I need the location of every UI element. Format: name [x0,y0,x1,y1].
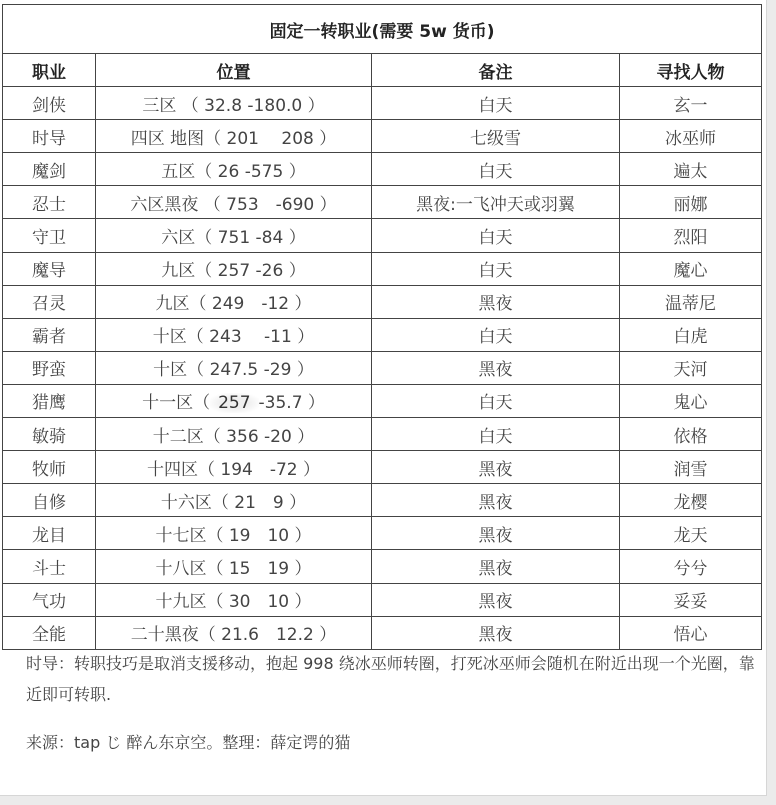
person-cell: 润雪 [620,451,762,484]
note-cell: 黑夜 [372,484,620,517]
location-prefix: 十一区（ [142,393,211,414]
location-cell: 九区（ 257 -26 ） [96,252,372,285]
person-cell: 温蒂尼 [620,285,762,318]
person-cell: 天河 [620,351,762,384]
table-row [3,616,762,649]
job-cell: 斗士 [3,550,96,583]
note-cell: 黑夜 [372,351,620,384]
person-cell: 妥妥 [620,583,762,616]
job-cell: 自修 [3,484,96,517]
location-cell: 三区 （ 32.8 -180.0 ） [96,87,372,120]
location-cell: 四区 地图（ 201 208 ） [96,120,372,153]
note-cell: 白天 [372,318,620,351]
location-cell: 十七区（ 19 10 ） [96,517,372,550]
header-job: 职业 [3,54,96,87]
location-cell: 二十黑夜（ 21.6 12.2 ） [96,616,372,649]
job-cell: 剑侠 [3,87,96,120]
note-cell: 七级雪 [372,120,620,153]
job-cell: 守卫 [3,219,96,252]
person-cell: 遍太 [620,153,762,186]
person-cell: 依格 [620,418,762,451]
note-cell: 白天 [372,418,620,451]
table-row [3,418,762,451]
job-cell: 野蛮 [3,351,96,384]
job-cell: 魔导 [3,252,96,285]
header-location: 位置 [96,54,372,87]
table-row [3,384,762,417]
person-cell: 冰巫师 [620,120,762,153]
location-cell: 十四区（ 194 -72 ） [96,451,372,484]
table-row [3,285,762,318]
note-cell: 白天 [372,252,620,285]
person-cell: 魔心 [620,252,762,285]
location-cell: 十六区（ 21 9 ） [96,484,372,517]
note-cell: 黑夜 [372,285,620,318]
header-note: 备注 [372,54,620,87]
table-row [3,186,762,219]
location-cell: 五区（ 26 -575 ） [96,153,372,186]
note-cell: 黑夜 [372,451,620,484]
location-cell: 十区（ 243 -11 ） [96,318,372,351]
table-row [3,153,762,186]
page-edge [767,0,776,805]
location-cell [96,384,372,417]
note-cell: 白天 [372,219,620,252]
person-cell: 鬼心 [620,384,762,417]
job-cell: 全能 [3,616,96,649]
blurred-coordinate: 257 [210,393,258,413]
person-cell: 玄一 [620,87,762,120]
table-row [3,252,762,285]
note-cell: 黑夜 [372,550,620,583]
person-cell: 白虎 [620,318,762,351]
table-row [3,517,762,550]
job-table [2,4,762,650]
table-row [3,318,762,351]
location-cell: 十二区（ 356 -20 ） [96,418,372,451]
header-row [3,54,762,87]
job-cell: 召灵 [3,285,96,318]
location-cell: 十八区（ 15 19 ） [96,550,372,583]
table-row [3,120,762,153]
table-row [3,87,762,120]
tip-note [26,648,756,710]
table-row [3,219,762,252]
header-person: 寻找人物 [620,54,762,87]
job-cell: 牧师 [3,451,96,484]
note-cell: 黑夜 [372,616,620,649]
note-cell: 黑夜 [372,517,620,550]
source-credit: 来源：tap じ 醉ん东京空。整理：薛定谔的猫 [26,733,351,752]
table-row [3,583,762,616]
note-cell: 白天 [372,87,620,120]
table-title: 固定一转职业(需要 5w 货币) [3,5,762,54]
location-cell: 六区（ 751 -84 ） [96,219,372,252]
person-cell: 烈阳 [620,219,762,252]
person-cell: 悟心 [620,616,762,649]
location-cell: 十九区（ 30 10 ） [96,583,372,616]
location-cell: 十区（ 247.5 -29 ） [96,351,372,384]
note-cell: 白天 [372,153,620,186]
job-cell: 龙目 [3,517,96,550]
note-cell: 白天 [372,384,620,417]
person-cell: 兮兮 [620,550,762,583]
location-suffix: -35.7 ） [258,393,325,414]
person-cell: 丽娜 [620,186,762,219]
location-cell: 六区黑夜 （ 753 -690 ） [96,186,372,219]
note-cell: 黑夜:一飞冲天或羽翼 [372,186,620,219]
note-cell: 黑夜 [372,583,620,616]
job-cell: 气功 [3,583,96,616]
person-cell: 龙樱 [620,484,762,517]
job-cell: 魔剑 [3,153,96,186]
table-row [3,484,762,517]
table-row [3,451,762,484]
person-cell: 龙天 [620,517,762,550]
job-cell: 忍士 [3,186,96,219]
job-cell: 时导 [3,120,96,153]
location-cell: 九区（ 249 -12 ） [96,285,372,318]
table-row [3,550,762,583]
table-row [3,351,762,384]
job-cell: 敏骑 [3,418,96,451]
job-cell: 霸者 [3,318,96,351]
tip-text: 时导：转职技巧是取消支援移动，抱起 998 绕冰巫师转圈，打死冰巫师会随机在附近出现一个光圈，靠近即可转职. [26,654,755,704]
job-cell: 猎鹰 [3,384,96,417]
